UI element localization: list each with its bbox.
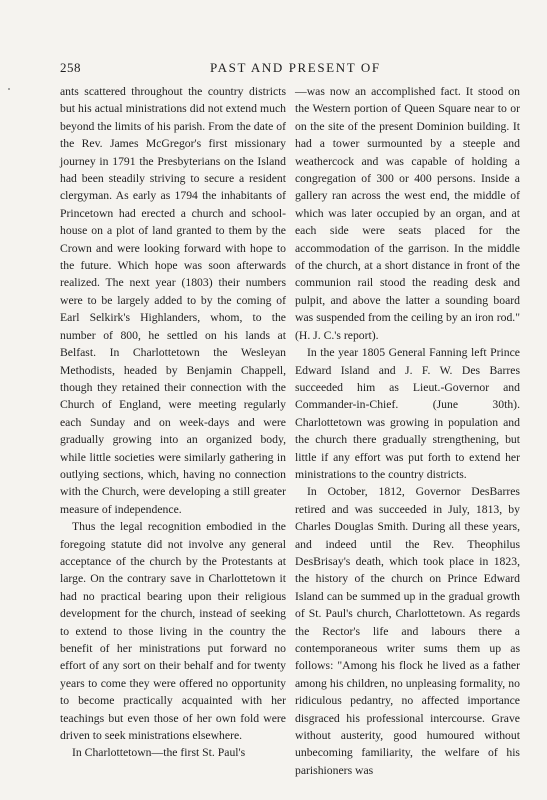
scan-speck xyxy=(8,88,10,90)
paragraph: In Charlottetown—the first St. Paul's xyxy=(72,746,246,760)
left-text-column xyxy=(60,83,286,762)
page-number: 258 xyxy=(60,60,81,75)
paragraph: In the year 1805 General Fanning left Prince Edward Island and J. F. W. Des Barres succeeded him as Lieut.-Governor and Commander-in-Chief. (June 30th). Charlottetown was growing in population and the church there gradually strengthening, but little if any effort was put forth to extend her ministrations to the country districts. xyxy=(295,346,520,481)
paragraph: —was now an accomplished fact. It stood on the Western portion of Queen Square near to or on the site of the present Dominion building. It had a tower surmounted by a steeple and weathercock and was capable of holding a congregation of 300 or 400 persons. Inside a gallery ran across the west end, the middle of which was later occupied by an organ, and at each side were seats placed for the accommodation of the garrison. In the middle of the church, at a short distance in front of the communion rail stood the reading desk and pulpit, and above the latter a sounding board was suspended from the ceiling by an iron rod." (H. J. C.'s report). xyxy=(295,85,520,342)
paragraph: Thus the legal recognition embodied in the foregoing statute did not involve any general acceptance of the church by the Protestants at large. On the contrary save in Charlottetown it had no practical bearing upon their religious development for the church, instead of seeking to extend to those living in the country the benefit of her ministrations put forward no effort of any sort on their behalf and for twenty years to come they were offered no opportunity to become practically acquainted with her teachings but even those of her own fold were driven to seek ministrations elsewhere. xyxy=(60,520,286,743)
paragraph: In October, 1812, Governor DesBarres retired and was succeeded in July, 1813, by Charles Douglas Smith. During all these years, and indeed until the Rev. Theophilus DesBrisay's death, which took place in 1823, the history of the church on Prince Edward Island can be summed up in the gradual growth of St. Paul's church, Charlottetown. As regards the Rector's life and labours there a contemporaneous writer sums them up as follows: "Among his flock he lived as a father among his children, no unpleasing formality, no ridiculous pedantry, no affected importance disgraced his professional intercourse. Grave without austerity, good humoured without unbecoming familiarity, the welfare of his parishioners was xyxy=(295,485,520,777)
right-text-column xyxy=(295,83,520,779)
page-header xyxy=(60,60,519,78)
running-head: PAST AND PRESENT OF xyxy=(210,60,381,75)
paragraph: ants scattered throughout the country districts but his actual ministrations did not extend much beyond the limits of his parish. From the date of the Rev. James McGregor's first missionary journey in 1791 the Presbyterians on the Island had been steadily striving to secure a resident clergyman. As early as 1794 the inhabitants of Princetown had erected a church and school-house on a plot of land granted to them by the Crown and were looking forward with hope to the future. Which hope was soon afterwards realized. The next year (1803) their numbers were to be largely added to by the coming of Earl Selkirk's Highlanders, whom, to the number of 800, he settled on his lands at Belfast. In Charlottetown the Wesleyan Methodists, headed by Benjamin Chappell, though they retained their connection with the Church of England, were meeting regularly each Sunday and on week-days and were gradually growing into an organized body, while little societies were similarly gathering in outlying sections, which, having no connection with the Church, were developing a still greater measure of independence. xyxy=(60,85,286,516)
